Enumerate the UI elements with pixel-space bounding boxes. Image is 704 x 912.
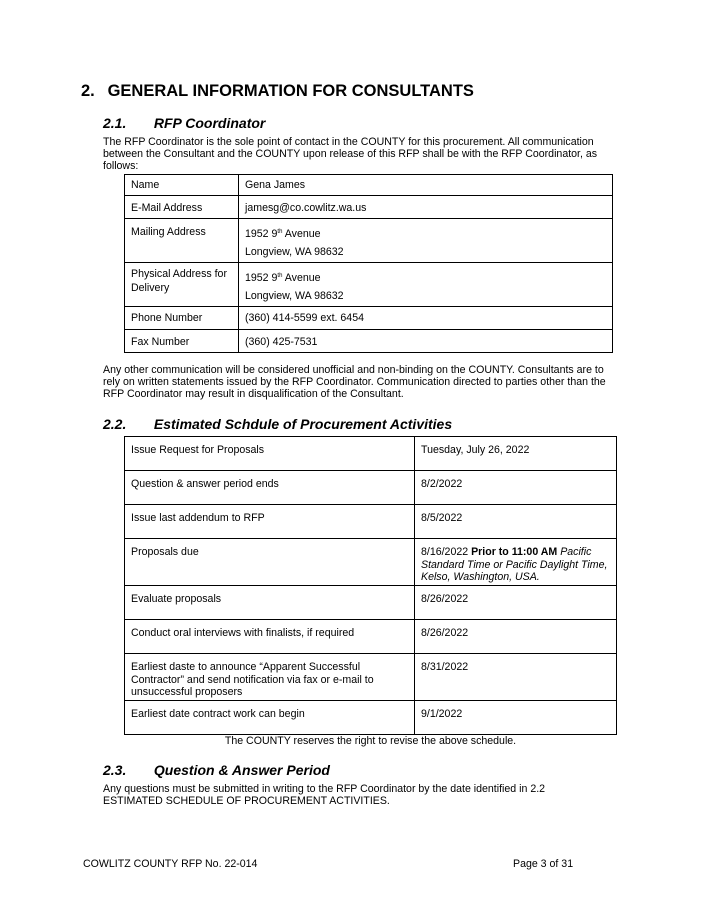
date-cell: 8/26/2022 (415, 586, 617, 620)
activity-cell: Proposals due (125, 539, 415, 586)
communication-notice-paragraph: Any other communication will be considered unofficial and non-binding on the COUNTY. Consultants are to rely on written statements issued by the RFP Coordinator. Communication directed to parties other than the RFP Coordinator may result in disqualification of the Consultant. (103, 364, 606, 401)
table-row (125, 701, 617, 735)
section-number: 2. (81, 82, 95, 100)
table-row (125, 330, 613, 353)
subsection-title: Question & Answer Period (153, 762, 330, 778)
date-cell: 9/1/2022 (415, 701, 617, 735)
activity-cell: Question & answer period ends (125, 471, 415, 505)
activity-cell: Earliest daste to announce “Apparent Successful Contractor” and send notification via fax or e-mail to unsuccessful proposers (125, 654, 415, 701)
date-cell: 8/2/2022 (415, 471, 617, 505)
activity-cell: Evaluate proposals (125, 586, 415, 620)
table-row (125, 307, 613, 330)
phone-label: Phone Number (125, 307, 239, 330)
activity-cell: Conduct oral interviews with finalists, if required (125, 620, 415, 654)
activity-cell: Issue last addendum to RFP (125, 505, 415, 539)
activity-cell: Earliest date contract work can begin (125, 701, 415, 735)
date-cell: 8/26/2022 (415, 620, 617, 654)
table-row (125, 437, 617, 471)
table-row (125, 620, 617, 654)
table-row (125, 505, 617, 539)
date-cell: 8/16/2022 Prior to 11:00 AM Pacific Standard Time or Pacific Daylight Time, Kelso, Washington, USA. (415, 539, 617, 586)
physical-address-label: Physical Address for Delivery (125, 263, 239, 307)
footer-page-number: Page 3 of 31 (513, 858, 574, 870)
subsection-number: 2.2. (103, 416, 127, 432)
phone-value: (360) 414-5599 ext. 6454 (239, 307, 613, 330)
physical-address-value: 1952 9th Avenue Longview, WA 98632 (239, 263, 613, 307)
table-row (125, 471, 617, 505)
subsection-title: RFP Coordinator (153, 115, 266, 131)
table-row (125, 196, 613, 219)
table-row (125, 175, 613, 196)
subsection-number: 2.1. (103, 115, 127, 131)
name-value: Gena James (239, 175, 613, 196)
activity-cell: Issue Request for Proposals (125, 437, 415, 471)
date-cell: Tuesday, July 26, 2022 (415, 437, 617, 471)
email-label: E-Mail Address (125, 196, 239, 219)
coordinator-intro-paragraph: The RFP Coordinator is the sole point of contact in the COUNTY for this procurement. All communication between the Consultant and the COUNTY upon release of this RFP shall be with the RFP Coordinator, as follows: (103, 136, 598, 173)
fax-value: (360) 425-7531 (239, 330, 613, 353)
section-heading (81, 82, 474, 101)
subsection-title: Estimated Schdule of Procurement Activities (153, 416, 453, 432)
subsection-number: 2.3. (103, 762, 127, 778)
fax-label: Fax Number (125, 330, 239, 353)
footer-rfp-number: COWLITZ COUNTY RFP No. 22-014 (83, 858, 258, 870)
schedule-table (124, 436, 617, 735)
mailing-address-label: Mailing Address (125, 219, 239, 263)
section-title: GENERAL INFORMATION FOR CONSULTANTS (107, 82, 474, 100)
date-cell: 8/5/2022 (415, 505, 617, 539)
table-row (125, 654, 617, 701)
email-value: jamesg@co.cowlitz.wa.us (239, 196, 613, 219)
table-row (125, 586, 617, 620)
table-row (125, 539, 617, 586)
question-answer-paragraph: Any questions must be submitted in writing to the RFP Coordinator by the date identified in 2.2 ESTIMATED SCHEDULE OF PROCUREMENT ACTIVITIES. (103, 783, 546, 808)
table-row (125, 263, 613, 307)
name-label: Name (125, 175, 239, 196)
date-cell: 8/31/2022 (415, 654, 617, 701)
mailing-address-value: 1952 9th Avenue Longview, WA 98632 (239, 219, 613, 263)
subsection-heading-rfp-coordinator (103, 115, 265, 131)
subsection-heading-schedule (103, 416, 452, 432)
subsection-heading-question-answer (103, 762, 330, 778)
contact-table (124, 174, 613, 353)
schedule-note: The COUNTY reserves the right to revise the above schedule. (224, 735, 517, 747)
table-row (125, 219, 613, 263)
